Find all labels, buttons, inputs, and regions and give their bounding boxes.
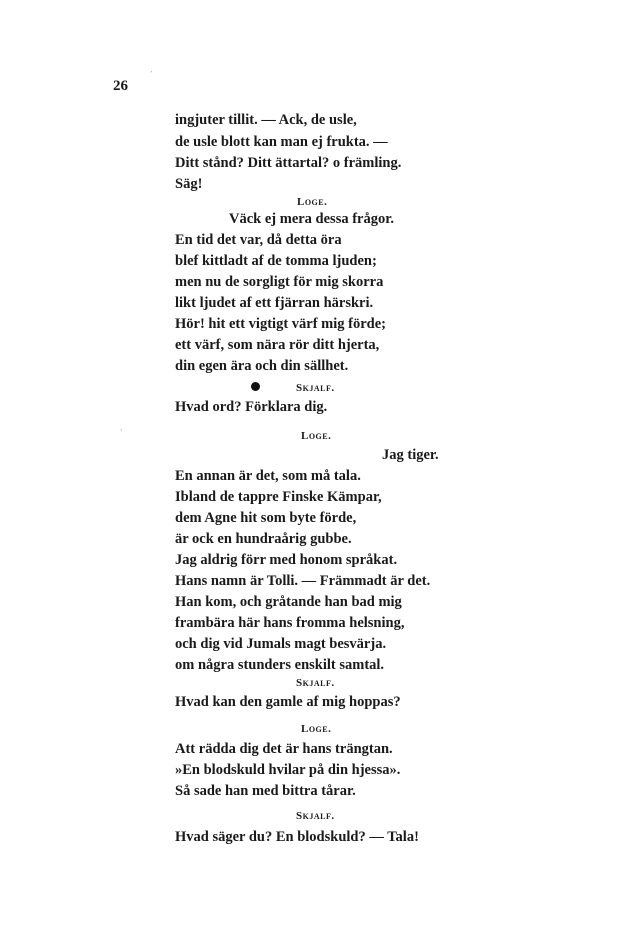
speaker-name: Loge.: [301, 430, 332, 442]
verse-line: Jag aldrig förr med honom språkat.: [175, 552, 398, 568]
verse-line: Att rädda dig det är hans trängtan.: [175, 741, 393, 757]
verse-line: Så sade han med bittra tårar.: [175, 783, 356, 799]
margin-mark: ´: [150, 70, 153, 79]
verse-line: Säg!: [175, 176, 203, 192]
verse-line: Väck ej mera dessa frågor.: [229, 211, 394, 227]
margin-mark: `: [120, 428, 123, 437]
verse-line: Jag tiger.: [382, 447, 439, 463]
verse-line: »En blodskuld hvilar på din hjessa».: [175, 762, 401, 778]
verse-line: En annan är det, som må tala.: [175, 468, 361, 484]
verse-line: ett värf, som nära rör ditt hjerta,: [175, 337, 380, 353]
verse-line: Ibland de tappre Finske Kämpar,: [175, 489, 382, 505]
verse-line: Ditt stånd? Ditt ättartal? o främling.: [175, 155, 402, 171]
verse-line: Hvad kan den gamle af mig hoppas?: [175, 694, 401, 710]
verse-line: En tid det var, då detta öra: [175, 232, 342, 248]
verse-line: de usle blott kan man ej frukta. —: [175, 134, 388, 150]
page-number: 26: [113, 78, 128, 94]
verse-line: är ock en hundraårig gubbe.: [175, 531, 352, 547]
verse-line: dem Agne hit som byte förde,: [175, 510, 357, 526]
verse-line: Hans namn är Tolli. — Främmadt är det.: [175, 573, 431, 589]
speaker-name: Skjalf.: [296, 677, 335, 689]
verse-line: din egen ära och din sällhet.: [175, 358, 349, 374]
verse-line: Hör! hit ett vigtigt värf mig förde;: [175, 316, 386, 332]
verse-line: Han kom, och gråtande han bad mig: [175, 594, 402, 610]
speaker-name: Skjalf.: [296, 810, 335, 822]
verse-line: likt ljudet af ett fjärran härskri.: [175, 295, 374, 311]
speaker-name: Loge.: [297, 196, 328, 208]
speaker-name: Loge.: [301, 723, 332, 735]
verse-line: men nu de sorgligt för mig skorra: [175, 274, 384, 290]
ink-blot: [251, 382, 260, 391]
verse-line: blef kittladt af de tomma ljuden;: [175, 253, 377, 269]
verse-line: Hvad säger du? En blodskuld? — Tala!: [175, 829, 419, 845]
verse-line: om några stunders enskilt samtal.: [175, 657, 385, 673]
speaker-name: Skjalf.: [296, 382, 335, 394]
verse-line: frambära här hans fromma helsning,: [175, 615, 405, 631]
verse-line: Hvad ord? Förklara dig.: [175, 399, 328, 415]
verse-line: och dig vid Jumals magt besvärja.: [175, 636, 387, 652]
verse-line: ingjuter tillit. — Ack, de usle,: [175, 112, 357, 128]
